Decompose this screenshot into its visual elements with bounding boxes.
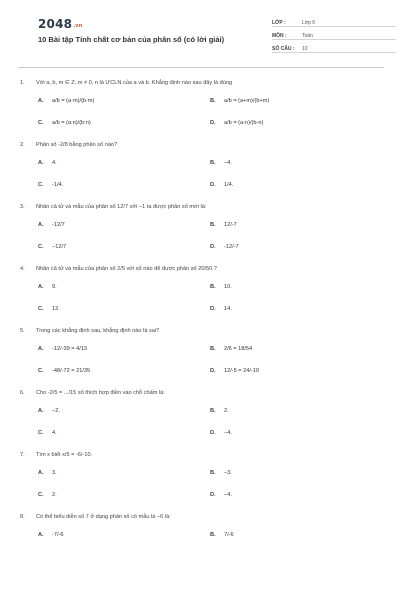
answer-option[interactable]: [192, 462, 364, 484]
answer-option[interactable]: [192, 152, 364, 174]
option-letter: D.: [210, 120, 216, 126]
header-divider: [18, 67, 384, 68]
meta-value: Toán: [302, 33, 313, 39]
option-letter: B.: [210, 284, 216, 290]
option-text: -12/-39 = 4/13: [52, 346, 87, 352]
question-number: 5.: [20, 328, 25, 334]
option-text: −4.: [224, 492, 232, 498]
answer-option[interactable]: [20, 112, 192, 134]
option-letter: C.: [38, 430, 44, 436]
option-text: -1/4.: [52, 182, 64, 188]
option-letter: C.: [38, 368, 44, 374]
option-text: 2.: [52, 492, 57, 498]
question-item: [20, 138, 382, 200]
option-text: 4.: [52, 160, 57, 166]
answer-option[interactable]: [20, 236, 192, 258]
option-text: −3.: [224, 470, 232, 476]
option-letter: A.: [38, 284, 44, 290]
question-item: [20, 324, 382, 386]
option-text: 14.: [224, 306, 232, 312]
question-list: [20, 76, 382, 546]
option-letter: D.: [210, 430, 216, 436]
option-letter: C.: [38, 182, 44, 188]
document-header: [18, 0, 386, 58]
option-letter: D.: [210, 492, 216, 498]
answer-option[interactable]: [192, 112, 364, 134]
answer-option[interactable]: [192, 400, 364, 422]
option-text: a/b = (a·m)/(b·m): [52, 98, 95, 104]
question-number: 3.: [20, 204, 25, 210]
logo-suffix: .vn: [73, 23, 83, 29]
question-item: [20, 510, 382, 546]
answer-option[interactable]: [192, 236, 364, 258]
meta-row-class: [272, 15, 396, 27]
site-logo[interactable]: [38, 17, 83, 31]
option-letter: C.: [38, 306, 44, 312]
answer-option[interactable]: [20, 152, 192, 174]
option-letter: B.: [210, 408, 216, 414]
answer-option[interactable]: [192, 214, 364, 236]
meta-row-subject: [272, 28, 396, 40]
option-text: a/b = (a:n)/(b:n): [52, 120, 91, 126]
question-item: [20, 448, 382, 510]
question-number: 1.: [20, 80, 25, 86]
option-letter: D.: [210, 306, 216, 312]
answer-option[interactable]: [192, 298, 364, 320]
option-letter: C.: [38, 492, 44, 498]
option-text: 2/6 = 18/54: [224, 346, 253, 352]
option-letter: D.: [210, 244, 216, 250]
answer-option[interactable]: [20, 298, 192, 320]
question-number: 2.: [20, 142, 25, 148]
question-stem: Với a, b, m ∈ Z; m ≠ 0, n là ƯCLN của a và b. Khẳng định nào sau đây là đúng: [36, 80, 233, 86]
answer-option[interactable]: [20, 276, 192, 298]
option-letter: C.: [38, 120, 44, 126]
option-letter: B.: [210, 98, 216, 104]
option-letter: C.: [38, 244, 44, 250]
question-item: [20, 386, 382, 448]
question-item: [20, 200, 382, 262]
option-letter: A.: [38, 408, 44, 414]
option-text: 9.: [52, 284, 57, 290]
option-letter: D.: [210, 182, 216, 188]
answer-option[interactable]: [20, 90, 192, 112]
option-text: -48/-72 = 21/35: [52, 368, 91, 374]
option-text: 3.: [52, 470, 57, 476]
meta-key: SỐ CÂU :: [272, 46, 295, 52]
answer-option[interactable]: [192, 276, 364, 298]
option-text: -12/-7: [224, 244, 239, 250]
answer-option[interactable]: [20, 174, 192, 196]
option-letter: A.: [38, 346, 44, 352]
option-text: -7/-6: [52, 532, 64, 538]
option-text: 2.: [224, 408, 229, 414]
answer-option[interactable]: [192, 174, 364, 196]
question-item: [20, 76, 382, 138]
option-text: −4.: [224, 430, 232, 436]
question-stem: Tìm x biết x/5 = -6/-10.: [36, 452, 93, 458]
question-stem: Có thể biểu diễn số 7 ở dạng phân số có mẫu là −6 là:: [36, 514, 171, 520]
option-letter: B.: [210, 222, 216, 228]
answer-option[interactable]: [20, 484, 192, 506]
meta-key: LỚP :: [272, 20, 286, 26]
answer-option[interactable]: [20, 338, 192, 360]
document-title: 10 Bài tập Tính chất cơ bản của phân số (có lời giải): [38, 35, 225, 44]
question-stem: Phân số -2/8 bằng phân số nào?: [36, 142, 118, 148]
answer-option[interactable]: [192, 484, 364, 506]
option-letter: A.: [38, 222, 44, 228]
option-letter: D.: [210, 368, 216, 374]
option-letter: B.: [210, 532, 216, 538]
question-stem: Nhân cả tử và mẫu của phân số 12/7 với −1 ta được phân số mới là:: [36, 204, 207, 210]
meta-value: 10: [302, 46, 308, 52]
option-text: 1/4.: [224, 182, 234, 188]
meta-row-count: [272, 41, 396, 53]
question-number: 7.: [20, 452, 25, 458]
option-letter: A.: [38, 160, 44, 166]
question-stem: Cho -2/5 = .../15 số thích hợp điền vào chỗ chấm là:: [36, 390, 165, 396]
option-text: 12/-5 = 24/-10: [224, 368, 259, 374]
option-text: −4.: [224, 160, 232, 166]
answer-option[interactable]: [20, 462, 192, 484]
answer-option[interactable]: [20, 360, 192, 382]
option-text: −2.: [52, 408, 60, 414]
answer-option[interactable]: [20, 524, 192, 546]
meta-value: Lớp 6: [302, 20, 316, 26]
question-number: 4.: [20, 266, 25, 272]
option-letter: A.: [38, 98, 44, 104]
option-text: a/b = (a+m)/(b+m): [224, 98, 270, 104]
answer-option[interactable]: [20, 422, 192, 444]
option-text: -12/7: [52, 222, 65, 228]
option-letter: A.: [38, 532, 44, 538]
answer-option[interactable]: [20, 214, 192, 236]
option-text: 12/-7: [224, 222, 237, 228]
answer-option[interactable]: [20, 400, 192, 422]
answer-option[interactable]: [192, 90, 364, 112]
meta-key: MÔN :: [272, 33, 287, 39]
question-stem: Nhân cả tử và mẫu của phân số 2/5 với số nào để được phân số 20/50 ?: [36, 266, 217, 272]
option-letter: A.: [38, 470, 44, 476]
question-stem: Trong các khẳng định sau, khẳng định nào là sai?: [36, 328, 160, 334]
answer-option[interactable]: [192, 360, 364, 382]
answer-option[interactable]: [192, 524, 364, 546]
option-text: 12.: [52, 306, 60, 312]
answer-option[interactable]: [192, 422, 364, 444]
option-text: a/b = (a-n)/(b-n): [224, 120, 264, 126]
answer-option[interactable]: [192, 338, 364, 360]
option-letter: B.: [210, 470, 216, 476]
option-letter: B.: [210, 346, 216, 352]
question-item: [20, 262, 382, 324]
option-letter: B.: [210, 160, 216, 166]
option-text: 7/-6: [224, 532, 234, 538]
question-number: 6.: [20, 390, 25, 396]
option-text: 4.: [52, 430, 57, 436]
option-text: −12/7: [52, 244, 67, 250]
meta-table: [272, 15, 396, 54]
question-number: 8.: [20, 514, 25, 520]
logo-text: 2048: [38, 17, 73, 31]
option-text: 10.: [224, 284, 232, 290]
